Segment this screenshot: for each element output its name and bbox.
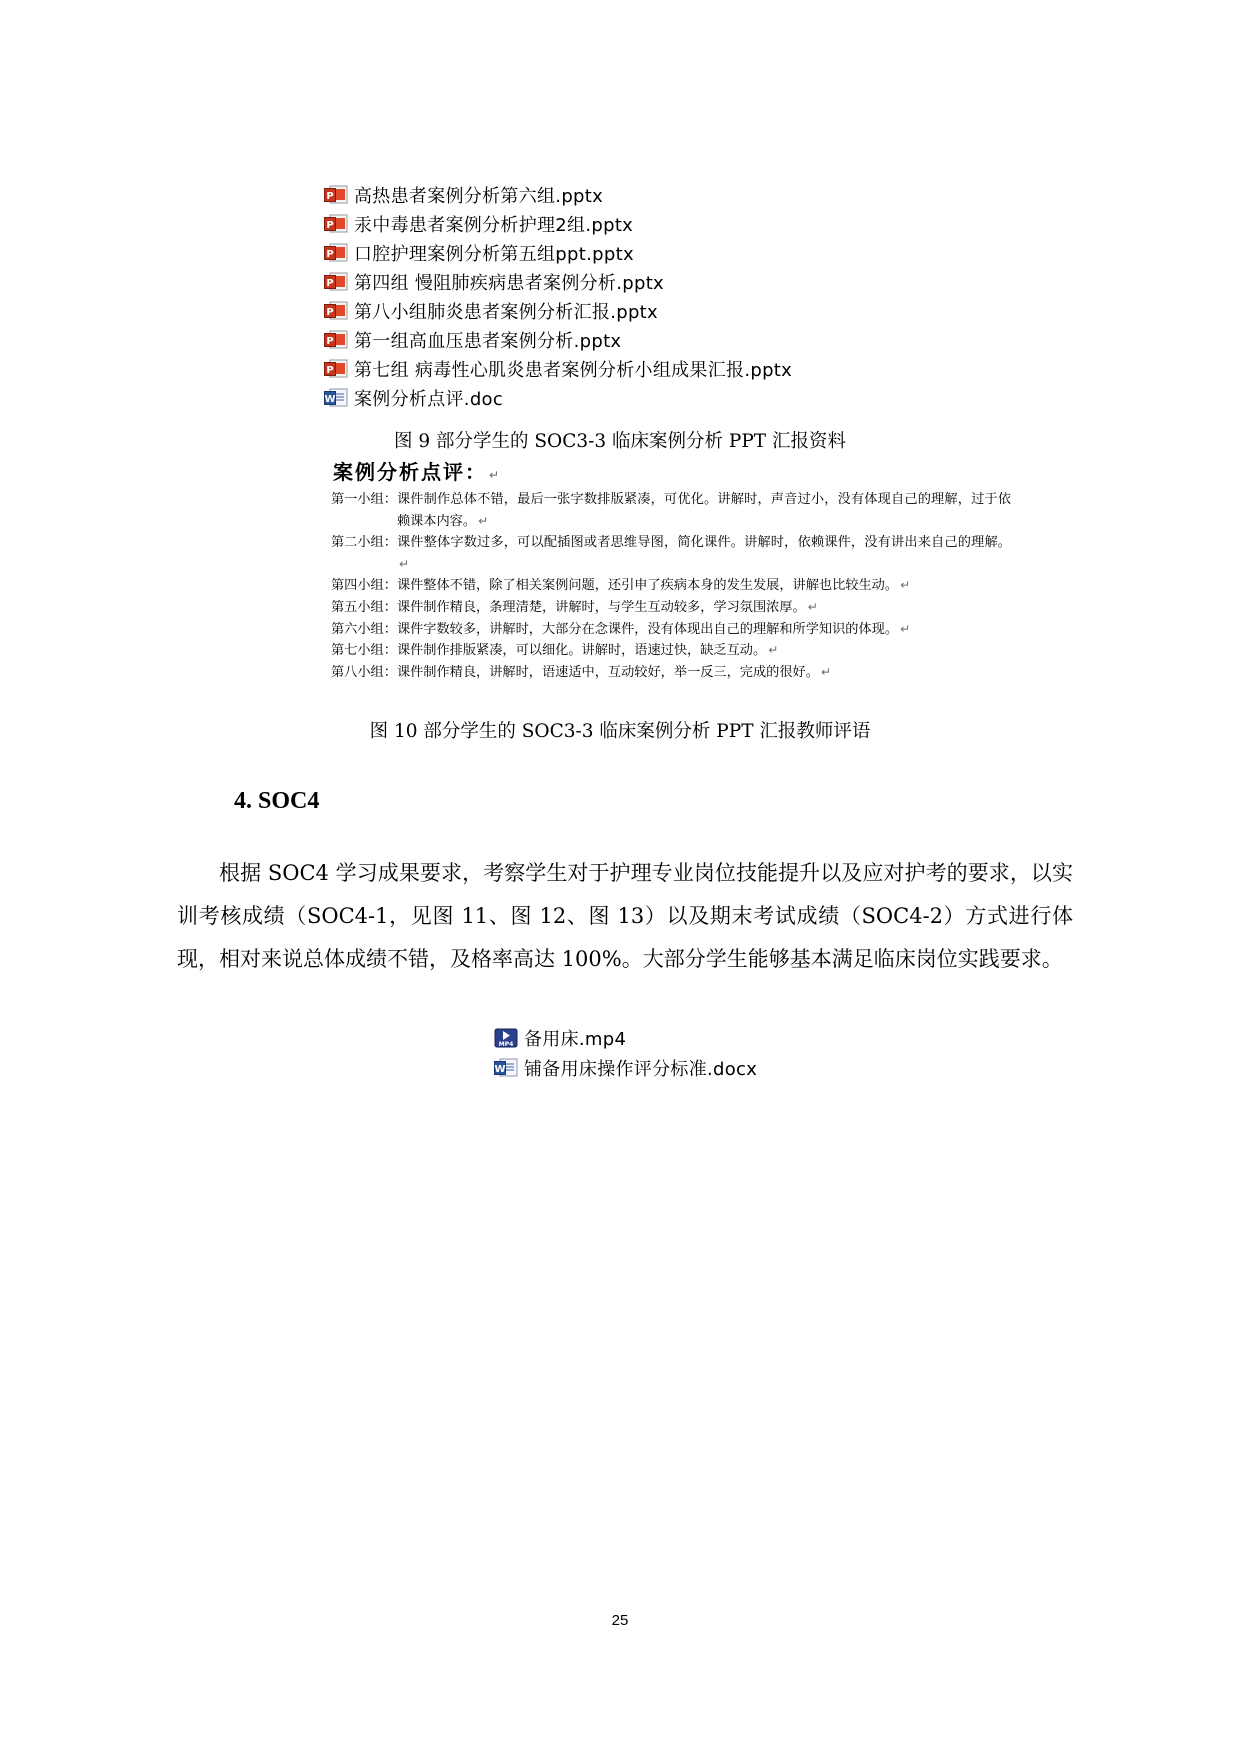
comments-list bbox=[331, 489, 1011, 683]
paragraph-mark: ↵ bbox=[900, 578, 911, 593]
doc-file-icon bbox=[324, 388, 348, 408]
comment-text-body: 课件制作精良，条理清楚，讲解时，与学生互动较多，学习氛围浓厚。 bbox=[396, 599, 806, 615]
svg-text:P: P bbox=[326, 364, 334, 376]
comment-group: 第四小组： bbox=[331, 578, 397, 594]
file-name: 第一组高血压患者案例分析.pptx bbox=[354, 330, 622, 352]
svg-text:MP4: MP4 bbox=[498, 1041, 514, 1048]
comment-text-body: 课件整体字数过多，可以配插图或者思维导图，简化课件。讲解时，依赖课件，没有讲出来自己的理解。 bbox=[396, 535, 1011, 551]
file-item[interactable] bbox=[324, 325, 964, 354]
comment-group: 第八小组： bbox=[331, 664, 397, 680]
comment-text-body: 课件整体不错，除了相关案例问题，还引申了疾病本身的发生发展，讲解也比较生动。 bbox=[396, 578, 899, 594]
svg-text:P: P bbox=[326, 277, 334, 289]
comment-text-body: 课件字数较多，讲解时，大部分在念课件，没有体现出自己的理解和所学知识的体现。 bbox=[396, 621, 899, 637]
figure9-file-list bbox=[324, 180, 964, 412]
svg-text:P: P bbox=[326, 219, 334, 231]
comments-title-text: 案例分析点评： bbox=[333, 460, 487, 484]
comment-group: 第七小组： bbox=[331, 643, 397, 659]
paragraph-mark: ↵ bbox=[768, 643, 779, 658]
svg-text:P: P bbox=[326, 248, 334, 260]
pptx-file-icon bbox=[324, 330, 348, 350]
file-item[interactable] bbox=[324, 354, 964, 383]
svg-text:P: P bbox=[326, 190, 334, 202]
file-name: 口腔护理案例分析第五组ppt.pptx bbox=[354, 243, 634, 265]
pptx-file-icon bbox=[324, 272, 348, 292]
file-item[interactable] bbox=[494, 1023, 894, 1053]
file-name: 第七组 病毒性心肌炎患者案例分析小组成果汇报.pptx bbox=[354, 359, 793, 381]
pptx-file-icon bbox=[324, 185, 348, 205]
svg-text:P: P bbox=[326, 335, 334, 347]
comment-group: 第二小组： bbox=[331, 535, 397, 551]
comment-text-body: 课件制作精良，讲解时，语速适中，互动较好，举一反三，完成的很好。 bbox=[396, 664, 819, 680]
comment-group: 第五小组： bbox=[331, 599, 397, 615]
file-item[interactable] bbox=[324, 267, 964, 296]
mp4-file-icon bbox=[494, 1028, 518, 1048]
pptx-file-icon bbox=[324, 243, 348, 263]
file-item[interactable] bbox=[324, 209, 964, 238]
svg-text:W: W bbox=[324, 393, 336, 405]
svg-text:W: W bbox=[494, 1064, 506, 1075]
file-name: 第四组 慢阻肺疾病患者案例分析.pptx bbox=[354, 272, 665, 294]
page-number: 25 bbox=[611, 1612, 629, 1629]
file-item[interactable] bbox=[324, 296, 964, 325]
comment-group: 第一小组： bbox=[331, 492, 397, 507]
comment-item bbox=[331, 532, 1011, 575]
comment-text-body: 课件制作排版紧凑，可以细化。讲解时，语速过快，缺乏互动。 bbox=[396, 643, 767, 659]
paragraph-mark: ↵ bbox=[489, 468, 502, 482]
file-name: 备用床.mp4 bbox=[524, 1029, 627, 1050]
pptx-file-icon bbox=[324, 301, 348, 321]
file-item[interactable] bbox=[324, 180, 964, 209]
comment-item bbox=[331, 619, 1011, 641]
comment-text bbox=[397, 640, 1011, 662]
paragraph-mark: ↵ bbox=[398, 556, 409, 571]
file-item[interactable] bbox=[324, 238, 964, 267]
section-heading: 4. SOC4 bbox=[234, 788, 320, 814]
paragraph-mark: ↵ bbox=[807, 599, 818, 614]
comment-text bbox=[397, 619, 1011, 641]
paragraph-mark: ↵ bbox=[478, 513, 489, 528]
file-name: 高热患者案例分析第六组.pptx bbox=[354, 185, 604, 207]
pptx-file-icon bbox=[324, 214, 348, 234]
comment-item bbox=[331, 575, 1011, 597]
comment-item bbox=[331, 597, 1011, 619]
comment-item bbox=[331, 489, 1011, 532]
paragraph-mark: ↵ bbox=[900, 621, 911, 636]
file-name: 第八小组肺炎患者案例分析汇报.pptx bbox=[354, 301, 658, 323]
file-name: 案例分析点评.doc bbox=[354, 388, 504, 410]
comment-text bbox=[397, 662, 1011, 684]
comment-text bbox=[397, 597, 1011, 619]
file-item[interactable] bbox=[494, 1053, 894, 1083]
file-item[interactable] bbox=[324, 383, 964, 412]
svg-text:P: P bbox=[326, 306, 334, 318]
comment-item bbox=[331, 640, 1011, 662]
docx-file-icon bbox=[494, 1058, 518, 1078]
comment-text bbox=[397, 575, 1011, 597]
paragraph-mark: ↵ bbox=[820, 664, 831, 679]
figure10-caption: 图 10 部分学生的 SOC3-3 临床案例分析 PPT 汇报教师评语 bbox=[369, 721, 871, 742]
comment-text bbox=[397, 532, 1011, 575]
pptx-file-icon bbox=[324, 359, 348, 379]
figure9-caption: 图 9 部分学生的 SOC3-3 临床案例分析 PPT 汇报资料 bbox=[393, 431, 847, 452]
comments-title bbox=[333, 456, 501, 485]
comment-text bbox=[397, 489, 1011, 532]
file-name: 汞中毒患者案例分析护理2组.pptx bbox=[354, 214, 634, 236]
comment-text-body: 课件制作总体不错，最后一张字数排版紧凑，可优化。讲解时，声音过小，没有体现自己的理解，过于依赖课本内容。 bbox=[396, 492, 1011, 529]
body-paragraph: 根据 SOC4 学习成果要求，考察学生对于护理专业岗位技能提升以及应对护考的要求，以实训考核成绩（SOC4-1，见图 11、图 12、图 13）以及期末考试成绩（SOC4-2）方式进行体现，相对来说总体成绩不错，及格率高达 100%。大部分学生能够基本满足临床岗位实践要求。 bbox=[177, 861, 1073, 971]
soc4-file-list bbox=[494, 1023, 894, 1083]
comment-group: 第六小组： bbox=[331, 621, 397, 637]
comment-item bbox=[331, 662, 1011, 684]
file-name: 铺备用床操作评分标准.docx bbox=[524, 1059, 758, 1080]
